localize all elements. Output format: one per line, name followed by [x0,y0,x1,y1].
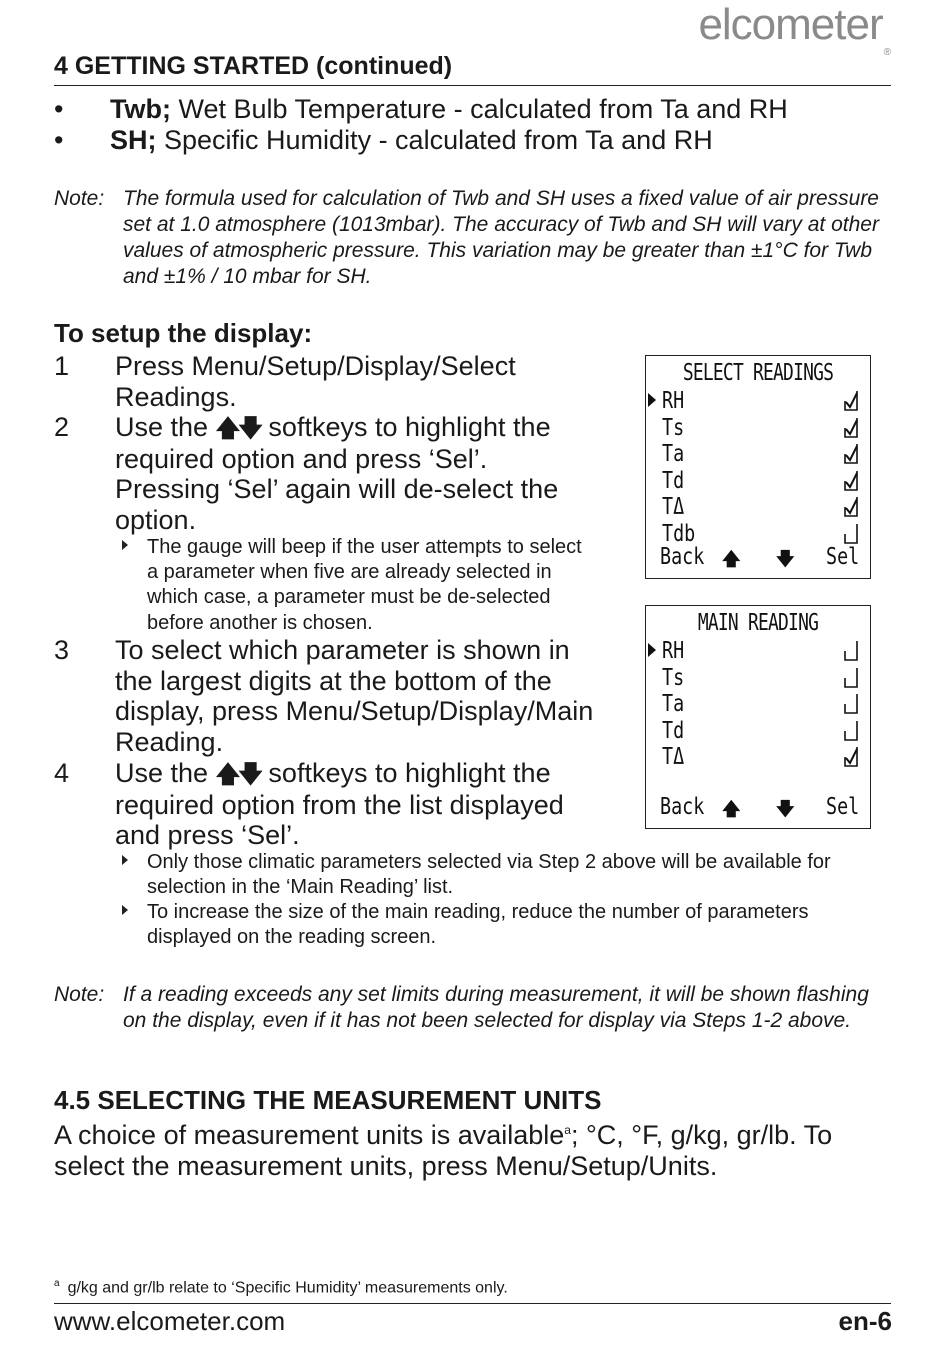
empty-box-icon [844,719,858,741]
heading-rule [54,85,891,86]
step-number: 3 [54,635,70,665]
step-2-subnote: The gauge will beep if the user attempts to select a parameter when five are already selected in which case, a parameter must be de-selected before another is chosen. [122,535,592,636]
checked-box-icon [844,469,858,491]
note-limits [54,982,894,1034]
note-text: The formula used for calculation of Twb and SH uses a fixed value of air pressure set at 1.0 atmosphere (1013mbar). The accuracy of Twb and SH will vary at other values of atmospheric pressure. This variation may be greater than ±1°C for Twb and ±1% / 10 mbar for SH. [123,187,879,288]
up-arrow-icon[interactable]: 🡅 [722,799,741,820]
screen-row-rh[interactable] [656,638,864,664]
triangle-bullet-icon [122,850,147,875]
bullet-twb [54,94,788,125]
down-arrow-icon[interactable]: 🡇 [776,799,795,820]
empty-box-icon [844,692,858,714]
units-heading: 4.5 SELECTING THE MEASUREMENT UNITS [54,1085,602,1115]
select-readings-screen [645,355,871,579]
screen-row-td[interactable] [656,468,864,494]
section-heading: 4 GETTING STARTED (continued) [54,52,453,80]
step-number: 1 [54,351,70,381]
empty-box-icon [844,639,858,661]
step-text: Use the 🡅🡇 softkeys to highlight the required option and press ‘Sel’. Pressing ‘Sel’ again will de-select the option. [115,412,559,536]
bullet-term: Twb; [110,94,171,124]
checked-box-icon [844,389,858,411]
bullet-text: Specific Humidity - calculated from Ta and RH [156,125,713,155]
step-1 [54,351,574,412]
back-softkey[interactable]: Back [660,794,705,820]
step-2 [54,412,594,536]
screen-footer [660,544,860,572]
checked-box-icon [844,416,858,438]
footnote [54,1278,508,1297]
row-label: RH [662,388,685,414]
up-down-arrows-icon: 🡅🡇 [215,414,261,442]
screen-row-tδ[interactable] [656,744,864,770]
bullet-text: Wet Bulb Temperature - calculated from Ta and RH [170,94,788,124]
step-4-subnote-2: To increase the size of the main reading, reduce the number of parameters displayed on the reading screen. [122,900,822,950]
step-text: Press Menu/Setup/Display/Select Readings. [115,351,516,412]
step-number: 2 [54,412,70,442]
footnote-mark: a [54,1278,60,1289]
step-text: Use the 🡅🡇 softkeys to highlight the required option from the list displayed and press ‘Sel’. [115,758,564,851]
screen-title: SELECT READINGS [682,360,834,386]
setup-heading: To setup the display: [54,318,313,348]
row-label: RH [662,638,685,664]
triangle-bullet-icon [122,535,147,560]
down-arrow-icon[interactable]: 🡇 [776,549,795,570]
page-number: en-6 [838,1306,892,1336]
row-label: Td [662,717,685,744]
elcometer-logo: elcometer® [698,0,890,58]
screen-row-tδ[interactable] [656,494,864,520]
row-label: Ta [662,691,685,717]
footnote-text: g/kg and gr/lb relate to ‘Specific Humidity’ measurements only. [67,1279,508,1297]
step-4-subnote-1: Only those climatic parameters selected via Step 2 above will be available for selection in the ‘Main Reading’ list. [122,850,892,900]
screen-row-ta[interactable] [656,441,864,467]
row-label: Tdb [662,520,696,547]
row-label: TΔ [662,744,685,770]
step-text: To select which parameter is shown in the largest digits at the bottom of the display, press Menu/Setup/Display/Main Reading. [115,635,594,758]
sel-softkey[interactable]: Sel [826,544,860,570]
checked-box-icon [844,495,858,517]
footer-rule [54,1303,891,1304]
pointer-icon [648,393,656,407]
footer-url[interactable]: www.elcometer.com [54,1306,286,1336]
footnote-ref: a [564,1123,571,1137]
units-paragraph: A choice of measurement units is available$^a$; °C, °F, g/kg, gr/lb. To select the measurement units, press Menu/Setup/Units. [54,1120,833,1181]
bullet-dot: • [54,125,64,155]
screen-row-rh[interactable] [656,388,864,414]
note-label: Note: [54,983,105,1006]
bullet-dot: • [54,94,64,124]
step-number: 4 [54,758,70,788]
pointer-icon [648,643,656,657]
empty-box-icon [844,666,858,688]
screen-row-td[interactable] [656,718,864,744]
bullet-sh [54,125,713,156]
up-down-arrows-icon: 🡅🡇 [215,760,261,788]
screen-row-ta[interactable] [656,691,864,717]
row-label: Ts [662,414,685,441]
back-softkey[interactable]: Back [660,544,705,570]
note-label: Note: [54,187,105,210]
empty-box-icon [844,522,858,544]
screen-footer [660,794,860,822]
row-label: Ts [662,664,685,691]
row-label: TΔ [662,494,685,520]
up-arrow-icon[interactable]: 🡅 [722,549,741,570]
checked-box-icon [844,442,858,464]
row-label: Ta [662,441,685,467]
screen-row-tdb[interactable] [656,521,864,547]
screen-row-ts[interactable] [656,415,864,441]
bullet-term: SH; [110,125,157,155]
main-reading-screen [645,605,871,829]
note-text: If a reading exceeds any set limits during measurement, it will be shown flashing on the display, even if it has not been selected for display via Steps 1-2 above. [123,983,869,1032]
sel-softkey[interactable]: Sel [826,794,860,820]
step-3 [54,635,594,758]
row-label: Td [662,467,685,494]
triangle-bullet-icon [122,900,147,925]
screen-row-ts[interactable] [656,665,864,691]
step-4 [54,758,594,851]
screen-title: MAIN READING [697,610,819,636]
note-formula [54,186,894,290]
checked-box-icon [844,745,858,767]
